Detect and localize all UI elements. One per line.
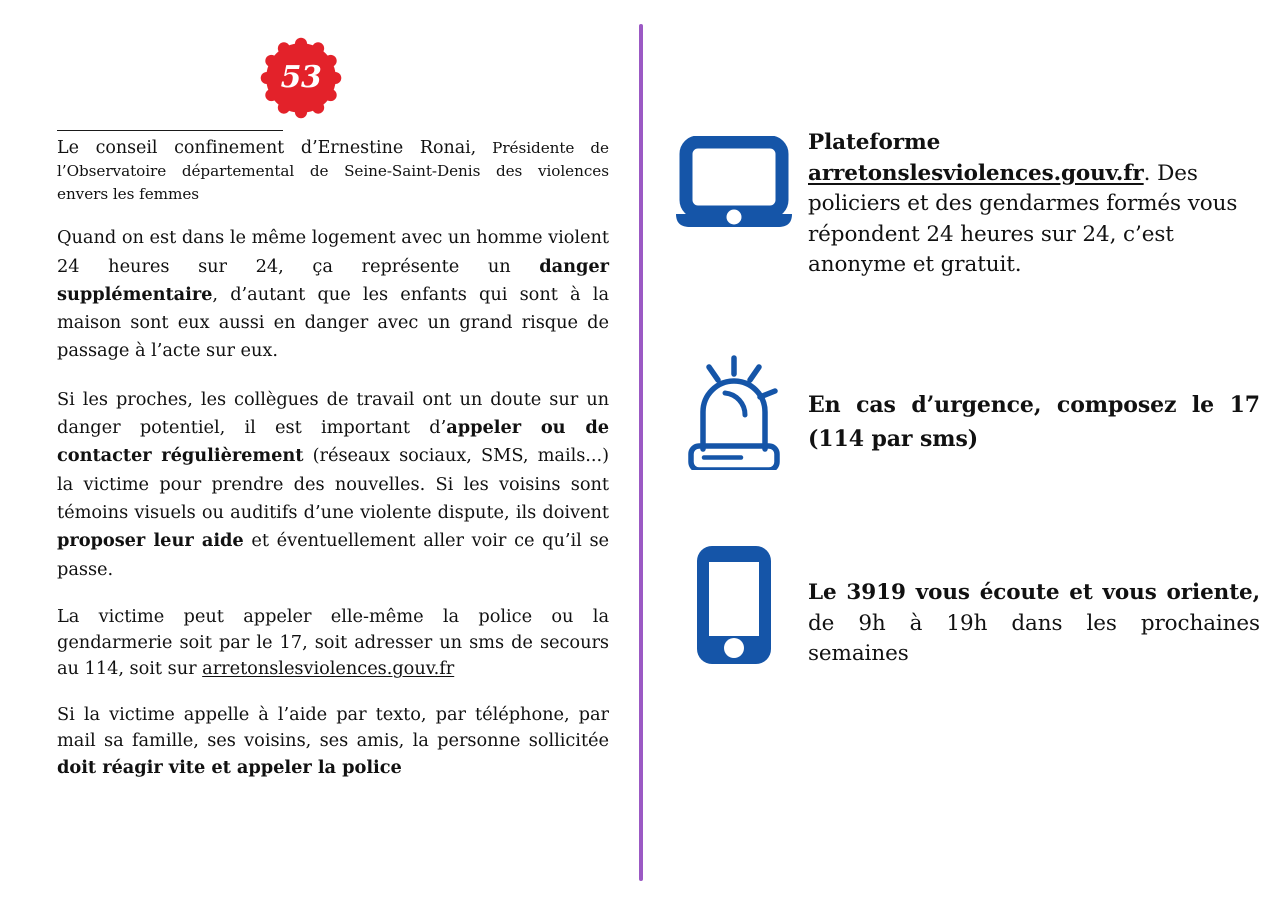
siren-icon-wrap bbox=[660, 354, 808, 470]
siren-icon bbox=[679, 354, 789, 470]
block-phone-text-1: de 9h à 19h dans les prochaines semaines bbox=[808, 610, 1260, 667]
platform-text bbox=[808, 128, 1260, 281]
emergency-text bbox=[808, 354, 1260, 457]
number-badge bbox=[259, 36, 343, 120]
smartphone-icon-wrap bbox=[660, 534, 808, 666]
info-block-phone bbox=[660, 534, 1260, 670]
left-column bbox=[57, 24, 609, 801]
paragraph-danger bbox=[57, 224, 609, 365]
intro-detail: Présidente de l’Observatoire départemental de Seine-Saint-Denis des violences envers les femmes bbox=[57, 139, 609, 203]
laptop-icon-wrap bbox=[660, 128, 808, 232]
badge-container bbox=[57, 24, 609, 120]
phone-text bbox=[808, 534, 1260, 670]
para-victime-text-0: La victime peut appeler elle-même la police ou la gendarmerie soit par le 17, soit adresser un sms de secours au 114, soit sur bbox=[57, 605, 609, 680]
paragraph-appel-aide bbox=[57, 702, 609, 780]
block-platform-link-1[interactable]: arretonslesviolences.gouv.fr bbox=[808, 160, 1144, 186]
para-entourage-text-2: (réseaux sociaux, SMS, mails...) la victime pour prendre des nouvelles. Si les voisins sont témoins visuels ou auditifs d’une violente dispute, ils doivent bbox=[57, 445, 609, 523]
para-entourage-bold-1: appeler ou de contacter régulièrement bbox=[57, 417, 609, 467]
intro-paragraph bbox=[57, 137, 609, 205]
para-entourage-text-4: et éventuellement aller voir ce qu’il se passe. bbox=[57, 530, 609, 580]
badge-number: 53 bbox=[280, 59, 322, 95]
para-appel-aide-text-0: Si la victime appelle à l’aide par texto, par téléphone, par mail sa famille, ses voisins, ses amis, la personne sollicitée bbox=[57, 704, 609, 752]
para-danger-text-0: Quand on est dans le même logement avec un homme violent 24 heures sur 24, ça représente un bbox=[57, 227, 609, 277]
column-divider bbox=[639, 24, 643, 881]
para-victime-link-1[interactable]: arretonslesviolences.gouv.fr bbox=[202, 658, 455, 680]
para-entourage-bold-3: proposer leur aide bbox=[57, 530, 244, 552]
laptop-icon bbox=[674, 136, 794, 232]
para-entourage-text-0: Si les proches, les collègues de travail ont un doute sur un danger potentiel, il est important d’ bbox=[57, 388, 609, 439]
info-block-emergency bbox=[660, 354, 1260, 470]
smartphone-icon bbox=[693, 544, 775, 666]
block-emergency-bold-0: En cas d’urgence, composez le 17 (114 par sms) bbox=[808, 392, 1260, 453]
block-phone-bold-0: Le 3919 vous écoute et vous oriente, bbox=[808, 580, 1260, 605]
block-platform-text-2: . bbox=[1143, 160, 1151, 186]
paragraph-victime bbox=[57, 604, 609, 682]
info-block-platform bbox=[660, 128, 1260, 281]
title-rule bbox=[57, 130, 283, 131]
block-platform-text-3: Des policiers et des gendarmes formés vous répondent 24 heures sur 24, c’est anonyme et gratuit. bbox=[808, 160, 1238, 278]
para-danger-bold-1: danger supplémentaire bbox=[57, 255, 609, 305]
paragraph-entourage bbox=[57, 386, 609, 584]
para-danger-text-2: , d’autant que les enfants qui sont à la maison sont eux aussi en danger avec un grand risque de passage à l’acte sur eux. bbox=[57, 283, 609, 362]
block-platform-bold-0: Plateforme bbox=[808, 130, 941, 155]
para-appel-aide-bold-1: doit réagir vite et appeler la police bbox=[57, 756, 402, 778]
intro-lead: Le conseil confinement d’Ernestine Ronai, bbox=[57, 138, 477, 158]
